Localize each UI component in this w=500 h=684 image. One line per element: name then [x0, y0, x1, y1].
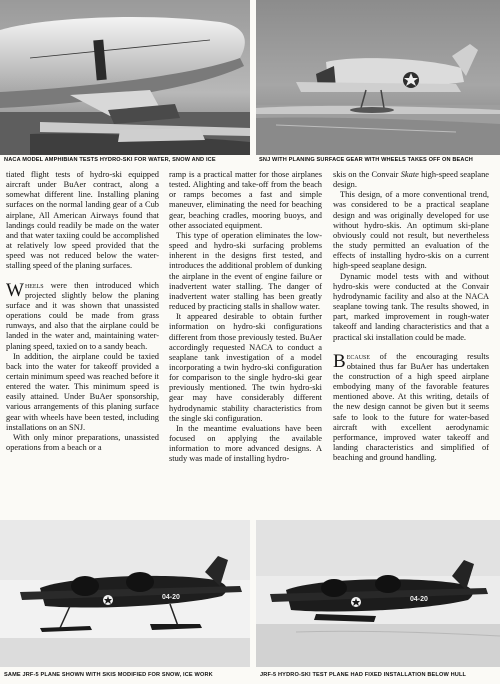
- drop-cap-b: B: [333, 350, 346, 372]
- photo-naca-model-amphibian: [0, 0, 250, 155]
- caption-bottom-right: JRF-5 HYDRO-SKI TEST PLANE HAD FIXED INSTALLATION BELOW HULL: [260, 672, 467, 678]
- hull-number-right: 04-20: [410, 596, 428, 603]
- text-column-3: [333, 170, 489, 463]
- col1-paragraph-4: With only minor preparations, unassisted operations from a beach or a: [6, 432, 159, 453]
- caption-top-left: NACA MODEL AMPHIBIAN TESTS HYDRO-SKI FOR WATER, SNOW AND ICE: [4, 157, 216, 163]
- col1-paragraph-1: tiated flight tests of hydro-ski equipped aircraft under BuAer contract, along a somewhat different line. Installing planing surfaces on the normal landing gear of a Cub airplane, All American Airways found that landings could readily be made on the water and that water taxiing could be accomplished at relatively low speed provided that the speed was not reduced below the water-stalling speed of the planing surfaces.: [6, 170, 159, 271]
- col1-paragraph-3: In addition, the airplane could be taxied back into the water for takeoff provided a certain minimum speed was reached before it entered the water. This minimum speed is easily attained. Under BuAer sponsorship, various arrangements of this planing surface gear with wheels have been tested, including installations on an SNJ.: [6, 351, 159, 432]
- col3-paragraph-3: Dynamic model tests with and without hydro-skis were conducted at the Convair hydrodynamic facility and also at the NACA seaplane towing tank. The results showed, in part, marked improvement in rough-water takeoff and landing characteristics and that a practical ski installation could be made.: [333, 271, 489, 342]
- photo-jrf5-hydro-ski-test-plane: [256, 520, 500, 667]
- text-column-2: [169, 170, 322, 465]
- drop-cap-w: W: [6, 279, 24, 301]
- col3-paragraph-4: Because of the encouraging results obtained thus far BuAer has undertaken the construction of a high speed airplane embodying many of the favorable features mentioned above. At this writing, details of the new design cannot be given but it seems safe to look to the future for water-based aircraft with excellent aerodynamic performance, improved water takeoff and landing characteristics and simplified of beaching and ground handling.: [333, 350, 489, 463]
- col3-paragraph-1: skis on the Convair Skate high-speed seaplane design.: [333, 170, 490, 190]
- caption-top-right: SNJ WITH PLANING SURFACE GEAR WITH WHEELS TAKES OFF ON BEACH: [259, 157, 474, 163]
- caption-bottom-left: SAME JRF-5 PLANE SHOWN WITH SKIS MODIFIED FOR SNOW, ICE WORK: [4, 672, 213, 678]
- col1-paragraph-2: Wheels were then introduced which projected slightly below the planing surface and it was shown that unassisted operations could be made from grass runways, and also that the airplane could be landed in the water and, maintaining water-planing speed, taxied on to a sandy beach.: [6, 279, 159, 351]
- col3-paragraph-2: This design, of a more conventional trend, was considered to be a practical seaplane design and was originally developed for use without hydro-skis. An optimum ski-plane obviously could not result, but nevertheless the study permitted an evaluation of the effects of installing hydro-skis on a current high-speed seaplane design.: [333, 190, 489, 271]
- text-column-1: [6, 170, 159, 453]
- col2-paragraph-4: In the meantime evaluations have been focused on applying the available information to more advanced designs. A study was made of installing hydro-: [169, 423, 322, 464]
- col2-paragraph-3: It appeared desirable to obtain further information on hydro-ski configurations different from those previously tested. BuAer accordingly requested NACA to conduct a seaplane tank investigation of a model incorporating a twin hydro-ski configuration for comparison to the single hydro-ski gear previously mentioned. The twin hydro-ski gear may have considerably different hydrodynamic stability characteristics from the single ski configuration.: [169, 312, 322, 423]
- col2-paragraph-2: This type of operation eliminates the low-speed and hydro-ski surfacing problems inherent in the designs first tested, and introduces the additional problem of dunking the airplane in the event of engine failure or inadvertent water stalling. The danger of inadvertent water stalling has been greatly reduced by practicing stalls in shallow water.: [169, 230, 322, 312]
- photo-snj-beach-takeoff: [256, 0, 500, 155]
- photo-jrf5-snow-skis: [0, 520, 250, 667]
- hull-number-left: 04-20: [162, 594, 180, 601]
- col2-paragraph-1: ramp is a practical matter for those airplanes tested. Alighting and take-off from the beach or ramps becomes a fast and simple maneuver, eliminating the need for beaching gear, beaching cradles, mooring buoys, and other associated equipment.: [169, 170, 322, 230]
